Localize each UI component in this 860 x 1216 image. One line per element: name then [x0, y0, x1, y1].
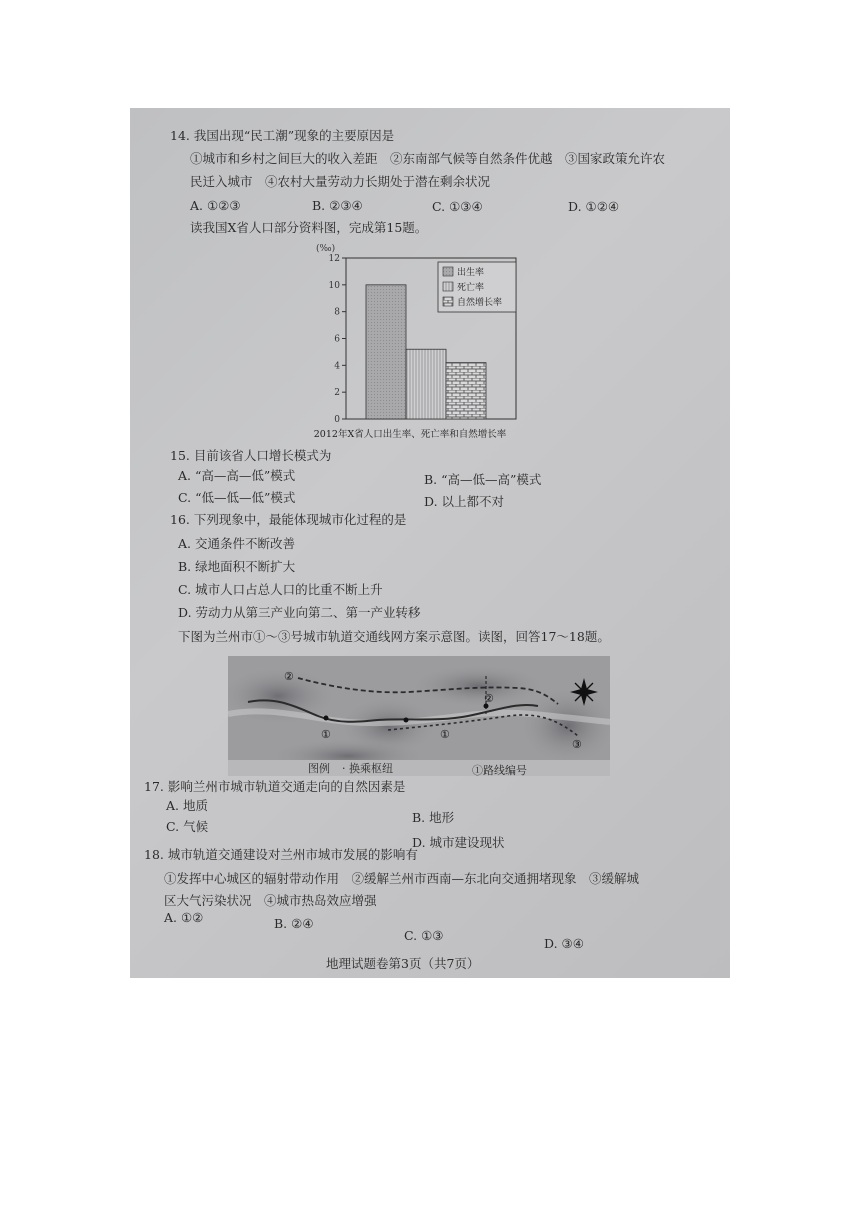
legend-label-2: 死亡率 [457, 283, 485, 293]
bar-1 [366, 285, 406, 419]
map-legend-title: 图例 [308, 762, 330, 775]
route-label-3: ③ [572, 738, 582, 751]
page-footer: 地理试题卷第3页（共7页） [326, 956, 480, 971]
q17-option-b: B. 地形 [412, 810, 455, 825]
bar-3 [446, 363, 486, 419]
y-axis-unit: (‰) [316, 244, 336, 254]
q14-stem: 14. 我国出现“民工潮”现象的主要原因是 [170, 128, 395, 143]
route-label-1: ① [321, 728, 331, 741]
q18-option-b: B. ②④ [274, 916, 314, 931]
map-legend-bar [228, 760, 610, 776]
map-graphic [228, 656, 610, 777]
legend-swatch-2 [443, 282, 453, 291]
map-legend-route: ①路线编号 [472, 764, 527, 777]
q15-option-a: A. “高—高—低”模式 [178, 468, 296, 483]
population-bar-chart [310, 240, 550, 448]
q18-option-a: A. ①② [164, 910, 204, 925]
chart-legend [438, 262, 516, 312]
q14-option-b: B. ②③④ [312, 198, 363, 213]
q16-option-c: C. 城市人口占总人口的比重不断上升 [178, 582, 383, 597]
q17-option-a: A. 地质 [166, 798, 208, 813]
q14-option-a: A. ①②③ [190, 198, 241, 213]
lanzhou-rail-map [228, 656, 610, 777]
y-tick-label: 10 [328, 280, 340, 291]
q18-line1: ①发挥中心城区的辐射带动作用 ②缓解兰州市西南—东北向交通拥堵现象 ③缓解城 [164, 871, 640, 886]
y-tick-label: 0 [334, 415, 340, 425]
transfer-hub [324, 716, 329, 721]
legend-label-3: 自然增长率 [457, 298, 503, 308]
q18-stem: 18. 城市轨道交通建设对兰州市城市发展的影响有 [144, 847, 418, 862]
y-tick-label: 12 [328, 254, 340, 264]
intro-17: 下图为兰州市①～③号城市轨道交通线网方案示意图。读图，回答17～18题。 [178, 629, 610, 644]
transfer-hub [404, 718, 409, 723]
y-tick-label: 8 [334, 307, 340, 318]
route-label-1: ① [440, 728, 450, 741]
q14-line1: ①城市和乡村之间巨大的收入差距 ②东南部气候等自然条件优越 ③国家政策允许农 [190, 151, 666, 166]
y-tick-label: 6 [334, 334, 340, 345]
exam-page [130, 108, 730, 978]
route-label-2: ② [484, 692, 494, 705]
q16-stem: 16. 下列现象中，最能体现城市化过程的是 [170, 512, 407, 527]
chart-title: 2012年X省人口出生率、死亡率和自然增长率 [313, 429, 507, 440]
legend-swatch-3 [443, 297, 453, 306]
q14-line2: 民迁入城市 ④农村大量劳动力长期处于潜在剩余状况 [190, 174, 491, 189]
q17-option-d: D. 城市建设现状 [412, 835, 505, 850]
y-tick-label: 4 [334, 361, 340, 372]
q17-stem: 17. 影响兰州市城市轨道交通走向的自然因素是 [144, 779, 406, 794]
q15-stem: 15. 目前该省人口增长模式为 [170, 448, 332, 463]
q14-option-d: D. ①②④ [568, 199, 620, 214]
y-tick-label: 2 [334, 388, 340, 399]
intro-15: 读我国X省人口部分资料图，完成第15题。 [190, 220, 428, 235]
q18-option-d: D. ③④ [544, 936, 584, 951]
legend-label-1: 出生率 [457, 268, 485, 278]
q15-option-c: C. “低—低—低”模式 [178, 490, 296, 505]
q18-option-c: C. ①③ [404, 928, 444, 943]
q16-option-d: D. 劳动力从第三产业向第二、第一产业转移 [178, 605, 421, 620]
legend-swatch-1 [443, 267, 453, 276]
q16-option-a: A. 交通条件不断改善 [178, 536, 295, 551]
map-legend-transfer: · 换乘枢纽 [342, 762, 393, 775]
q14-option-c: C. ①③④ [432, 199, 483, 214]
q15-option-d: D. 以上都不对 [424, 494, 505, 509]
q15-option-b: B. “高—低—高”模式 [424, 472, 542, 487]
bar-2 [406, 349, 446, 419]
q17-option-c: C. 气候 [166, 819, 209, 834]
route-label-2: ② [284, 670, 294, 683]
q16-option-b: B. 绿地面积不断扩大 [178, 559, 296, 574]
q18-line2: 区大气污染状况 ④城市热岛效应增强 [164, 893, 377, 908]
